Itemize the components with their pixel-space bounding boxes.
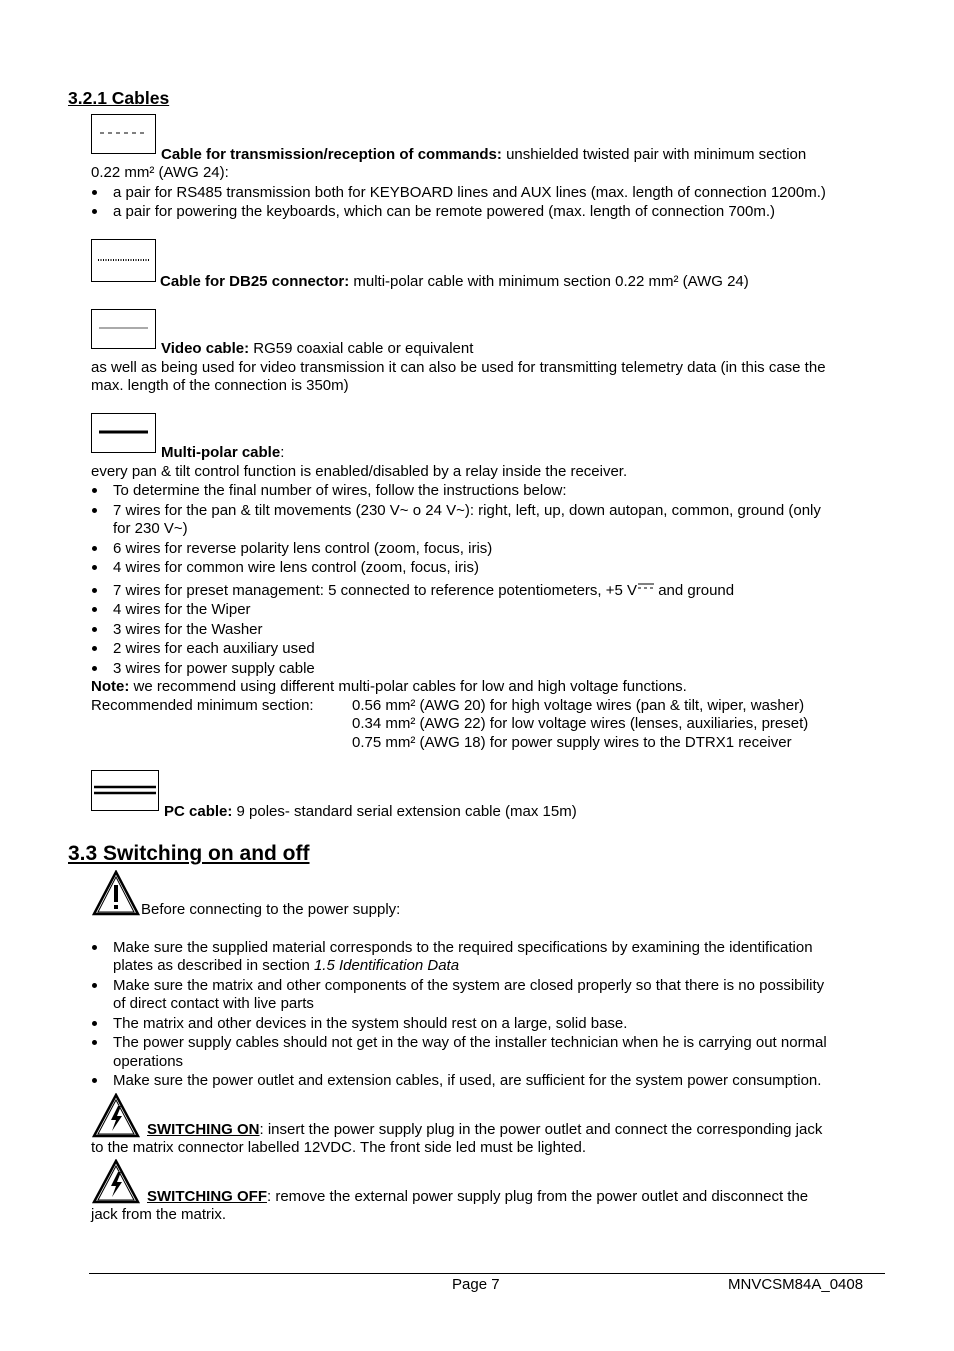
- section-heading-cables: 3.2.1 Cables: [68, 88, 170, 108]
- switching-off-line: [147, 1188, 808, 1206]
- list-item: a pair for RS485 transmission both for KEYBOARD lines and AUX lines (max. length of connection 1200m.): [113, 184, 826, 201]
- note-label: Note:: [91, 678, 130, 695]
- dc-symbol-icon: [638, 579, 654, 589]
- list-item: 3 wires for the Washer: [113, 621, 263, 638]
- video-cable-title: Video cable:: [161, 340, 250, 357]
- db25-cable-text: multi-polar cable with minimum section 0.22 mm² (AWG 24): [349, 273, 749, 290]
- switching-on-label: SWITCHING ON: [147, 1121, 260, 1138]
- colon: :: [280, 444, 285, 461]
- section-spec: 0.56 mm² (AWG 20) for high voltage wires (pan & tilt, wiper, washer): [352, 697, 805, 714]
- multipolar-cable-title: Multi-polar cable: [161, 444, 281, 461]
- list-item: 2 wires for each auxiliary used: [113, 640, 315, 657]
- pc-cable-text: 9 poles- standard serial extension cable (max 15m): [232, 803, 577, 820]
- list-item-continuation: of direct contact with live parts: [113, 995, 314, 1012]
- switching-on-text: : insert the power supply plug in the power outlet and connect the corresponding jack: [259, 1121, 823, 1138]
- video-cable-line: [161, 340, 473, 358]
- list-item: 7 wires for the pan & tilt movements (230 V~ o 24 V~): right, left, up, down autopan, common, ground (only: [113, 502, 821, 519]
- db25-cable-title: Cable for DB25 connector:: [160, 273, 350, 290]
- bullet-marker: [92, 209, 97, 214]
- multipolar-cable-icon: [91, 413, 156, 453]
- bullet-marker: [92, 588, 97, 593]
- list-item: Make sure the power outlet and extension cables, if used, are sufficient for the system power consumption.: [113, 1072, 822, 1089]
- video-cable-text: RG59 coaxial cable or equivalent: [249, 340, 474, 357]
- preset-tail: and ground: [654, 582, 735, 599]
- list-item: 6 wires for reverse polarity lens control (zoom, focus, iris): [113, 540, 493, 557]
- switching-off-text: : remove the external power supply plug from the power outlet and disconnect the: [267, 1188, 809, 1205]
- footer-divider: [89, 1273, 885, 1274]
- bullet-marker: [92, 627, 97, 632]
- commands-cable-line: [161, 146, 806, 164]
- note-text: we recommend using different multi-polar cables for low and high voltage functions.: [129, 678, 687, 695]
- bullet-marker: [92, 488, 97, 493]
- twisted-pair-cable-icon: [91, 114, 156, 154]
- electrical-hazard-icon: [92, 1159, 140, 1204]
- bullet-marker: [92, 1021, 97, 1026]
- section-spec: 0.75 mm² (AWG 18) for power supply wires to the DTRX1 receiver: [352, 734, 792, 751]
- commands-cable-text2: 0.22 mm² (AWG 24):: [91, 164, 229, 181]
- section-spec: 0.34 mm² (AWG 22) for low voltage wires (lenses, auxiliaries, preset): [352, 715, 809, 732]
- commands-cable-text: unshielded twisted pair with minimum section: [501, 146, 807, 163]
- bullet-marker: [92, 983, 97, 988]
- db25-cable-icon: [91, 239, 156, 282]
- section-heading-switching: 3.3 Switching on and off: [68, 842, 310, 865]
- db25-cable-line: [160, 273, 749, 291]
- preset-text: 7 wires for preset management: 5 connected to reference potentiometers, +5 V: [113, 582, 638, 599]
- bullet-marker: [92, 666, 97, 671]
- video-cable-desc-2: max. length of the connection is 350m): [91, 377, 349, 394]
- bullet-marker: [92, 508, 97, 513]
- multipolar-cable-line: [161, 444, 284, 462]
- list-item: The matrix and other devices in the system should rest on a large, solid base.: [113, 1015, 628, 1032]
- pc-cable-icon: [91, 770, 159, 811]
- list-item: a pair for powering the keyboards, which can be remote powered (max. length of connection 700m.): [113, 203, 776, 220]
- video-cable-desc-1: as well as being used for video transmission it can also be used for transmitting telemetry data (in this case the: [91, 359, 826, 376]
- switching-on-text2: to the matrix connector labelled 12VDC. The front side led must be lighted.: [91, 1139, 586, 1156]
- list-item: Make sure the supplied material corresponds to the required specifications by examining the identification: [113, 939, 813, 956]
- bullet-marker: [92, 607, 97, 612]
- bullet-marker: [92, 1040, 97, 1045]
- list-item-continuation: operations: [113, 1053, 184, 1070]
- list-item-continuation: [113, 957, 459, 975]
- list-item: 4 wires for common wire lens control (zoom, focus, iris): [113, 559, 479, 576]
- list-item-continuation: for 230 V~): [113, 520, 188, 537]
- switching-on-line: [147, 1121, 822, 1139]
- warning-icon: [92, 870, 140, 916]
- before-connecting-text: Before connecting to the power supply:: [141, 901, 401, 918]
- electrical-hazard-icon: [92, 1093, 140, 1138]
- switching-off-label: SWITCHING OFF: [147, 1188, 267, 1205]
- list-item: To determine the final number of wires, follow the instructions below:: [113, 482, 567, 499]
- pc-cable-line: [164, 803, 577, 821]
- list-item: The power supply cables should not get in the way of the installer technician when he is carrying out normal: [113, 1034, 827, 1051]
- b0-cont: plates as described in section: [113, 957, 314, 974]
- list-item: Make sure the matrix and other components of the system are closed properly so that there is no possibility: [113, 977, 825, 994]
- bullet-marker: [92, 565, 97, 570]
- multipolar-intro: every pan & tilt control function is enabled/disabled by a relay inside the receiver.: [91, 463, 628, 480]
- pc-cable-title: PC cable:: [164, 803, 233, 820]
- bullet-marker: [92, 190, 97, 195]
- bullet-marker: [92, 945, 97, 950]
- video-cable-icon: [91, 309, 156, 349]
- commands-cable-title: Cable for transmission/reception of commands:: [161, 146, 502, 163]
- bullet-marker: [92, 1078, 97, 1083]
- page-number: Page 7: [452, 1276, 500, 1293]
- list-item: 3 wires for power supply cable: [113, 660, 315, 677]
- bullet-marker: [92, 546, 97, 551]
- note-line: [91, 678, 687, 696]
- bullet-marker: [92, 646, 97, 651]
- list-item: 4 wires for the Wiper: [113, 601, 251, 618]
- switching-off-text2: jack from the matrix.: [91, 1206, 227, 1223]
- recommended-section-label: Recommended minimum section:: [91, 697, 314, 714]
- list-item-preset: [113, 582, 734, 600]
- document-code: MNVCSM84A_0408: [728, 1276, 864, 1293]
- section-reference: 1.5 Identification Data: [313, 957, 460, 974]
